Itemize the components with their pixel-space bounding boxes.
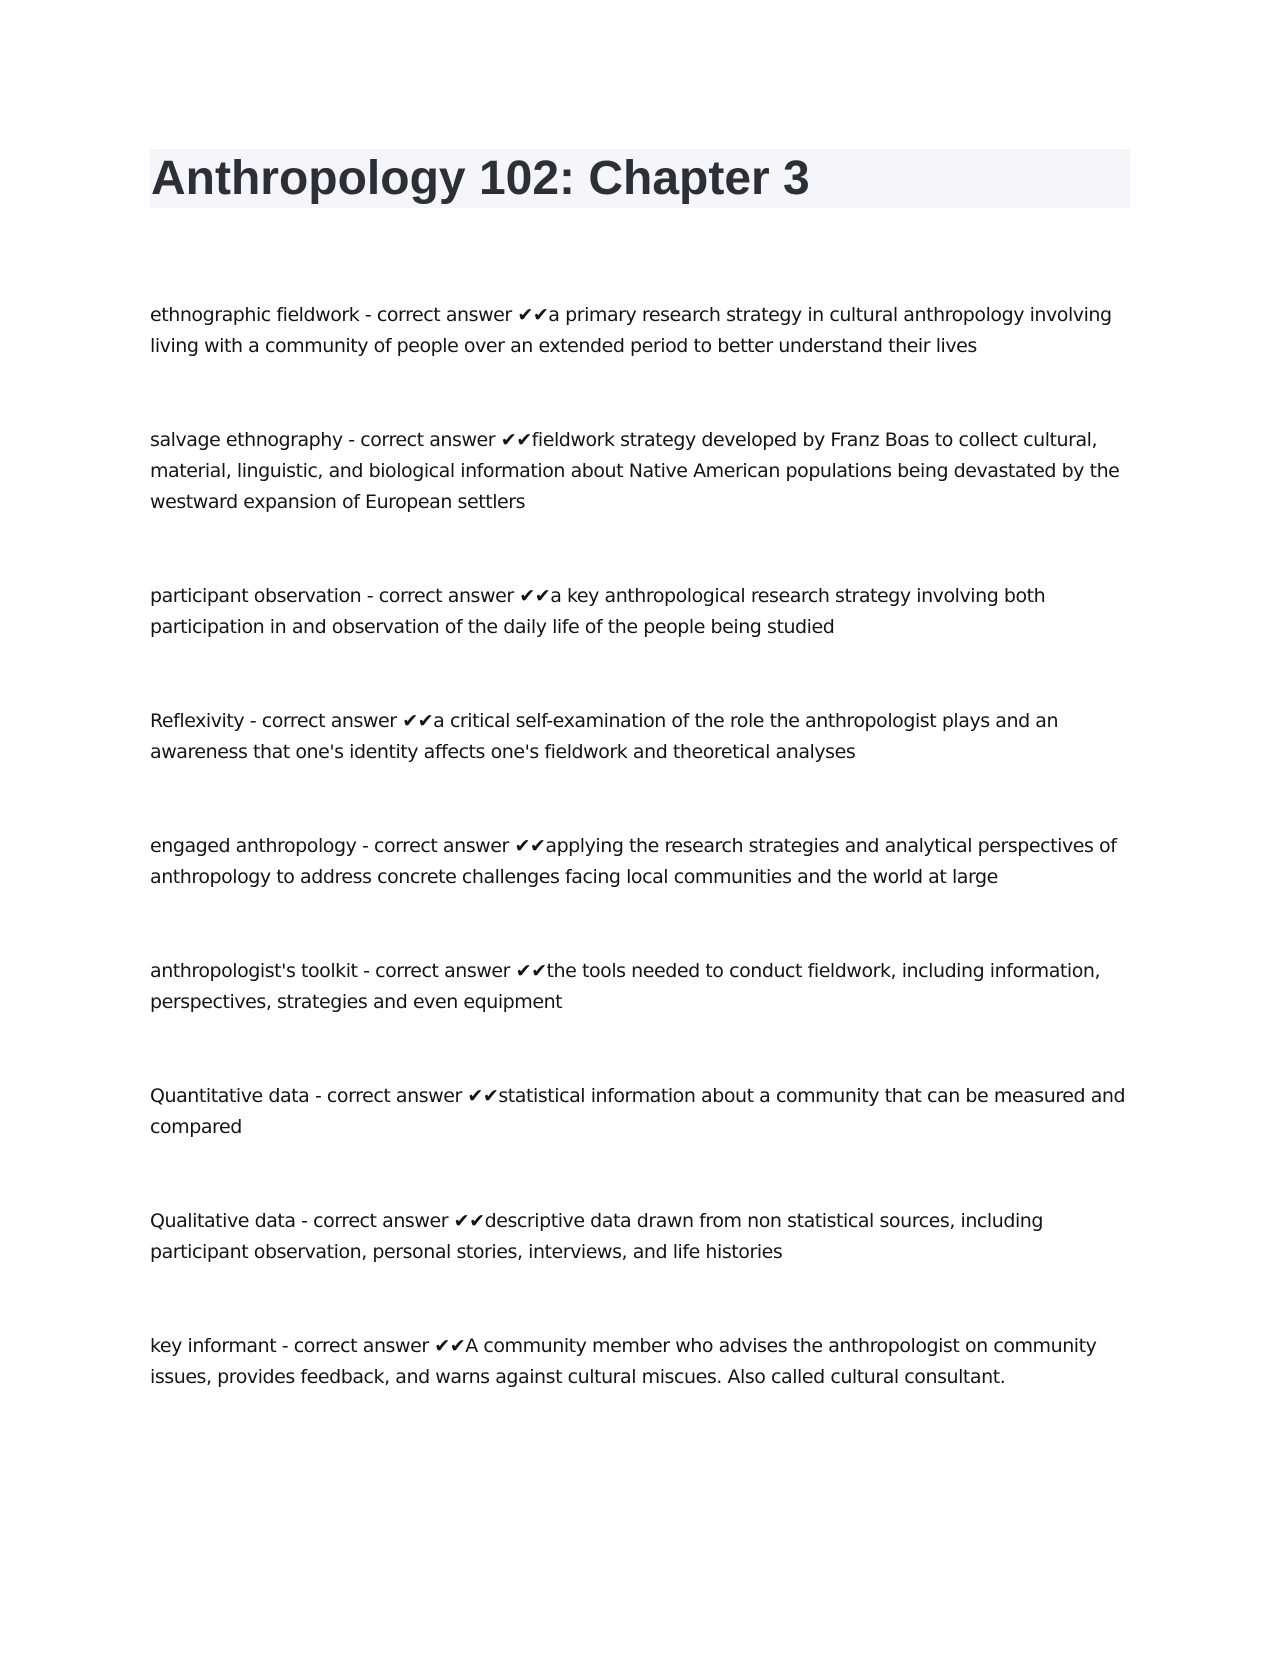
- flashcard-entry-ethnographic-fieldwork: ethnographic fieldwork - correct answer ✔✔a primary research strategy in cultural anthropology involving living with a community of people over an extended period to better understand their lives: [150, 304, 1112, 357]
- document-page: [150, 149, 1130, 1456]
- flashcard-entry-participant-observation: participant observation - correct answer ✔✔a key anthropological research strategy involving both participation in and observation of the daily life of the people being studied: [150, 585, 1046, 638]
- flashcard-entry-engaged-anthropology: engaged anthropology - correct answer ✔✔applying the research strategies and analytical perspectives of anthropology to address concrete challenges facing local communities and the world at large: [150, 835, 1117, 888]
- flashcard-entry-reflexivity: Reflexivity - correct answer ✔✔a critical self-examination of the role the anthropologist plays and an awareness that one's identity affects one's fieldwork and theoretical analyses: [150, 710, 1059, 763]
- flashcard-entry-key-informant: key informant - correct answer ✔✔A community member who advises the anthropologist on community issues, provides feedback, and warns against cultural miscues. Also called cultural consultant.: [150, 1335, 1097, 1388]
- page-title: Anthropology 102: Chapter 3: [151, 152, 810, 205]
- title-banner: [150, 149, 1130, 208]
- flashcard-entry-anthropologists-toolkit: anthropologist's toolkit - correct answer ✔✔the tools needed to conduct fieldwork, including information, perspectives, strategies and even equipment: [150, 960, 1101, 1013]
- flashcard-entry-quantitative-data: Quantitative data - correct answer ✔✔statistical information about a community that can be measured and compared: [150, 1085, 1126, 1138]
- flashcard-entry-qualitative-data: Qualitative data - correct answer ✔✔descriptive data drawn from non statistical sources, including participant observation, personal stories, interviews, and life histories: [150, 1210, 1043, 1263]
- flashcard-list: [150, 300, 1130, 1393]
- flashcard-entry-salvage-ethnography: salvage ethnography - correct answer ✔✔fieldwork strategy developed by Franz Boas to collect cultural, material, linguistic, and biological information about Native American populations being devastated by the westward expansion of European settlers: [150, 429, 1120, 513]
